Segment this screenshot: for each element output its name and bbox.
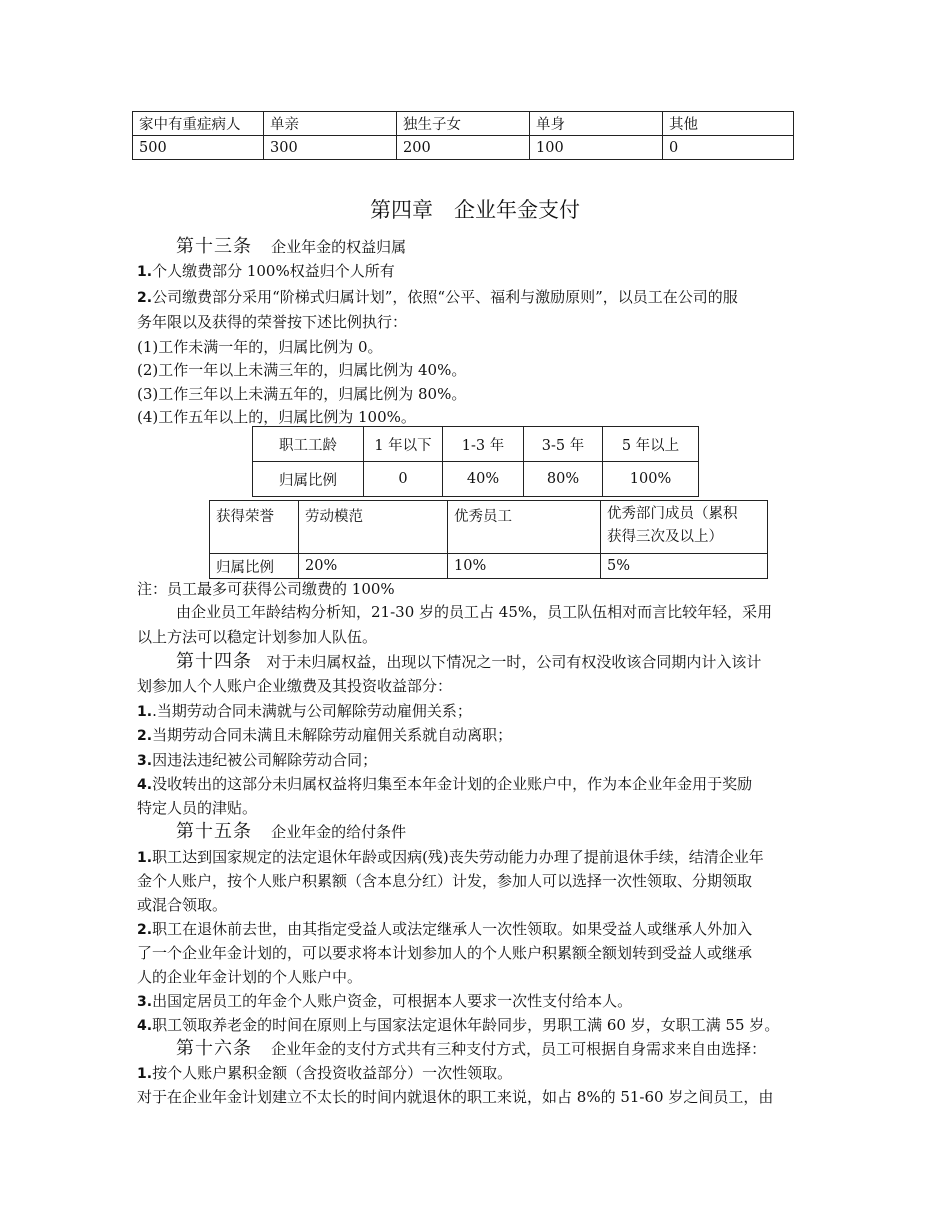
paragraph: 2.职工在退休前去世，由其指定受益人或法定继承人一次性领取。如果受益人或继承人外加入 [137,920,753,938]
table-cell: 单亲 [264,112,397,136]
table-cell: 500 [133,136,264,160]
article-title: 企业年金的权益归属 [271,238,407,256]
article-14-heading: 第十四条 对于未归属权益，出现以下情况之一时，公司有权没收该合同期内计入该计 [176,651,762,672]
table-cell: 80% [524,462,603,497]
table-row [210,501,768,554]
list-item: (4)工作五年以上的，归属比例为 100%。 [137,408,416,426]
paragraph: 1.按个人账户累积金额（含投资收益部分）一次性领取。 [137,1064,513,1082]
note: 注：员工最多可获得公司缴费的 100% [137,580,395,598]
table-cell: 家中有重症病人 [133,112,264,136]
table-cell: 获得荣誉 [210,501,299,554]
family-status-table [132,111,794,160]
table-row [253,462,699,497]
table-cell: 劳动模范 [299,501,448,554]
chapter-title: 第四章 企业年金支付 [370,198,580,222]
table-row [133,112,794,136]
table-cell: 0 [364,462,443,497]
table-cell: 5 年以上 [603,427,699,462]
list-item: 3.因违法违纪被公司解除劳动合同； [137,751,378,769]
paragraph: 2.公司缴费部分采用“阶梯式归属计划”，依照“公平、福利与激励原则”，以员工在公司的服 [137,288,738,306]
article-label: 第十四条 [176,651,252,672]
table-cell: 1 年以下 [364,427,443,462]
table-row [253,427,699,462]
list-item: 4.没收转出的这部分未归属权益将归集至本年金计划的企业账户中，作为本企业年金用于奖励 [137,775,753,793]
table-cell: 归属比例 [210,554,299,579]
table-cell: 40% [443,462,524,497]
list-item: 1..当期劳动合同未满就与公司解除劳动雇佣关系； [137,702,472,720]
article-label: 第十六条 [176,1038,252,1059]
list-item: (2)工作一年以上未满三年的，归属比例为 40%。 [137,361,467,379]
paragraph: 金个人账户，按个人账户积累额（含本息分红）计发，参加人可以选择一次性领取、分期领取 [137,872,753,890]
article-13-heading [176,235,852,259]
table-cell: 单身 [530,112,663,136]
tenure-vesting-table [252,426,699,497]
table-row [210,554,768,579]
paragraph: 了一个企业年金计划的，可以要求将本计划参加人的个人账户积累额全额划转到受益人或继承 [137,944,753,962]
table-cell: 3-5 年 [524,427,603,462]
paragraph: 对于在企业年金计划建立不太长的时间内就退休的职工来说，如占 8%的 51-60 岁之间员工，由 [137,1088,774,1106]
table-cell: 100% [603,462,699,497]
list-item: (1)工作未满一年的，归属比例为 0。 [137,338,383,356]
table-cell: 5% [601,554,768,579]
list-item: 2.当期劳动合同未满且未解除劳动雇佣关系就自动离职； [137,726,513,744]
honor-vesting-table [209,500,768,579]
paragraph: 1.职工达到国家规定的法定退休年龄或因病(残)丧失劳动能力办理了提前退休手续，结清企业年 [137,848,764,866]
table-row [133,136,794,160]
paragraph: 人的企业年金计划的个人账户中。 [137,968,363,986]
table-cell: 归属比例 [253,462,364,497]
list-item: (3)工作三年以上未满五年的，归属比例为 80%。 [137,385,467,403]
paragraph: 由企业员工年龄结构分析知，21-30 岁的员工占 45%，员工队伍相对而言比较年轻，采用 [176,603,773,621]
paragraph: 务年限以及获得的荣誉按下述比例执行： [137,313,408,331]
table-cell: 0 [663,136,794,160]
table-cell: 300 [264,136,397,160]
paragraph: 划参加人个人账户企业缴费及其投资收益部分： [137,677,453,695]
paragraph: 以上方法可以稳定计划参加人队伍。 [137,628,378,646]
table-cell: 职工工龄 [253,427,364,462]
paragraph: 1.个人缴费部分 100%权益归个人所有 [137,262,395,280]
table-cell: 优秀部门成员（累积 获得三次及以上） [601,501,768,554]
paragraph: 或混合领取。 [137,896,228,914]
table-cell: 其他 [663,112,794,136]
table-cell: 独生子女 [397,112,530,136]
table-cell: 20% [299,554,448,579]
paragraph: 4.职工领取养老金的时间在原则上与国家法定退休年龄同步，男职工满 60 岁，女职工满 55 岁。 [137,1016,780,1034]
table-cell: 200 [397,136,530,160]
article-label: 第十五条 [176,821,252,842]
table-cell: 100 [530,136,663,160]
article-16-heading: 第十六条 企业年金的支付方式共有三种支付方式，员工可根据自身需求来自由选择： [176,1038,767,1059]
article-15-heading: 第十五条 企业年金的给付条件 [176,821,407,842]
table-cell: 1-3 年 [443,427,524,462]
paragraph: 3.出国定居员工的年金个人账户资金，可根据本人要求一次性支付给本人。 [137,992,633,1010]
table-cell: 优秀员工 [448,501,601,554]
paragraph: 特定人员的津贴。 [137,799,258,817]
table-cell: 10% [448,554,601,579]
article-label: 第十三条 [176,236,252,257]
